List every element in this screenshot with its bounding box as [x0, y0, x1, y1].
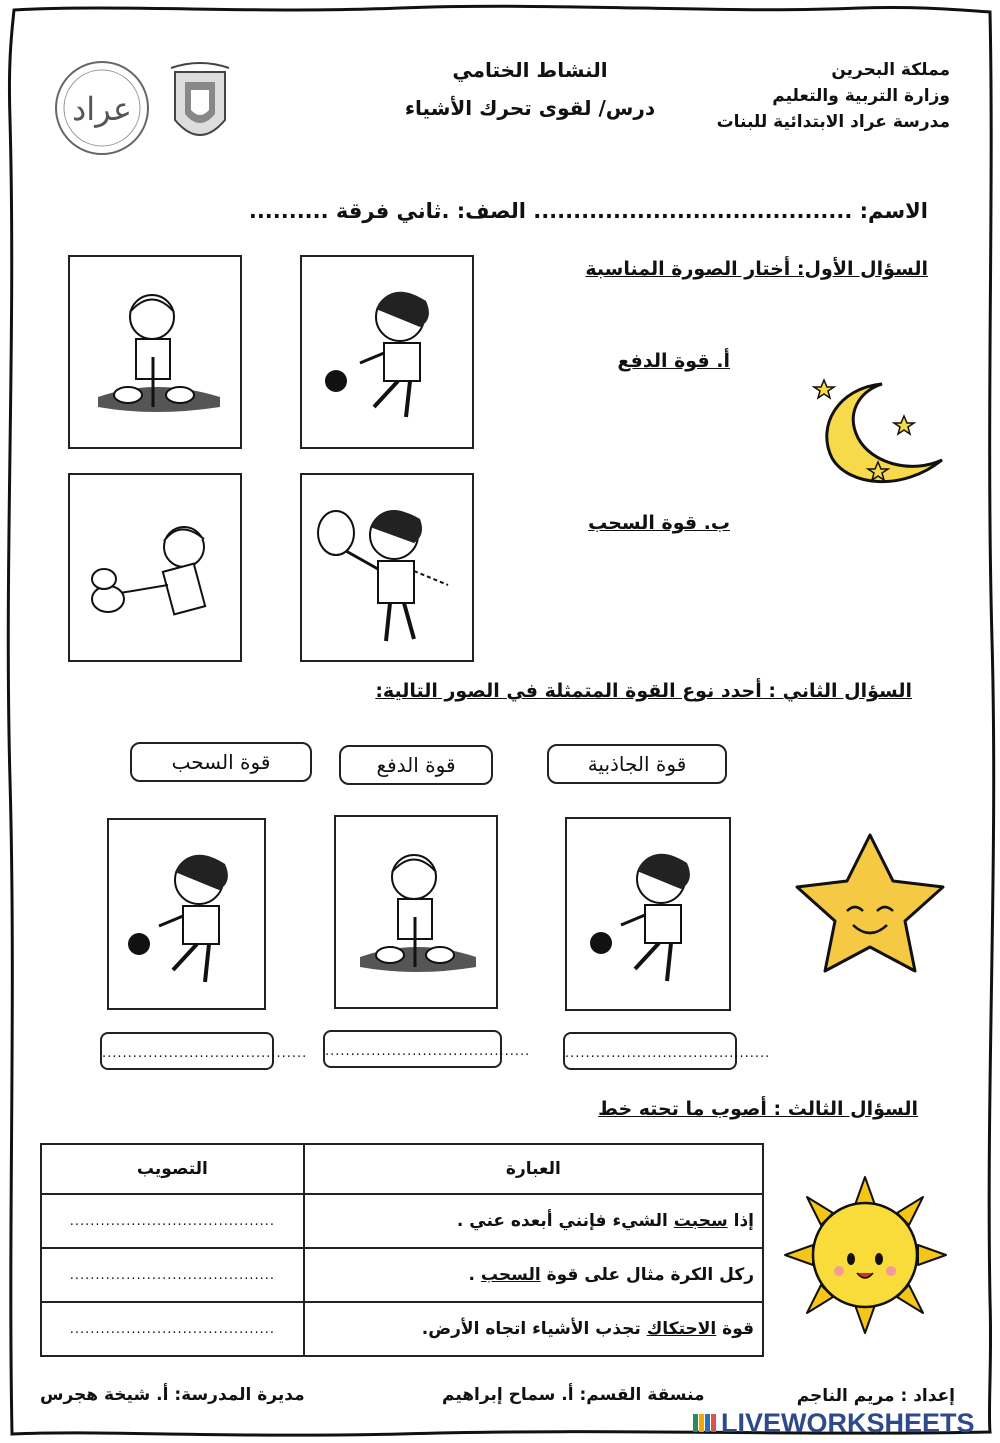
- correction-blank[interactable]: ........................................: [41, 1194, 304, 1248]
- correction-table: [40, 1143, 764, 1357]
- q2-title: السؤال الثاني : أحدد نوع القوة المتمثلة في الصور التالية:: [375, 680, 912, 702]
- logo-letters: عراد: [72, 90, 132, 128]
- q1-item-b: ب. قوة السحب: [588, 512, 730, 534]
- q1-title: السؤال الأول: أختار الصورة المناسبة: [585, 258, 928, 280]
- crescent-moon-icon: [812, 378, 962, 493]
- underlined-word: سحبت: [673, 1211, 728, 1231]
- page-title: النشاط الختامي: [452, 58, 608, 82]
- statement-cell: [304, 1248, 763, 1302]
- liveworksheets-watermark: [693, 1407, 993, 1439]
- footer-principal: مديرة المدرسة: أ. شيخة هجرس: [40, 1385, 305, 1405]
- smiling-sun-icon: [783, 1175, 948, 1335]
- underlined-word: السحب: [480, 1265, 541, 1285]
- school-logo: [52, 58, 152, 158]
- ministry-line: وزارة التربية والتعليم: [772, 86, 950, 106]
- name-class-line: الاسم: ........................................ الصف: .ثاني فرقة ..........: [248, 199, 928, 223]
- footer-prepared-by: إعداد : مريم الناجم: [796, 1386, 955, 1406]
- table-row: [41, 1302, 763, 1356]
- q3-title: السؤال الثالث : أصوب ما تحته خط: [598, 1098, 918, 1120]
- q2-answer-right[interactable]: ........................................: [563, 1032, 737, 1070]
- statement-text: .: [468, 1265, 481, 1285]
- table-header-row: [41, 1144, 763, 1194]
- statement-cell: [304, 1194, 763, 1248]
- choice-pull[interactable]: قوة السحب: [130, 742, 312, 782]
- q1-picture-kick-ball[interactable]: [300, 255, 474, 449]
- school-line: مدرسة عراد الابتدائية للبنات: [716, 112, 950, 132]
- table-row: [41, 1248, 763, 1302]
- correction-blank[interactable]: ........................................: [41, 1302, 304, 1356]
- q2-answer-middle[interactable]: ........................................: [323, 1030, 502, 1068]
- q1-item-a: أ. قوة الدفع: [617, 350, 730, 372]
- q2-picture-plant-pull[interactable]: [334, 815, 498, 1009]
- correction-blank[interactable]: ........................................: [41, 1248, 304, 1302]
- q2-answer-left[interactable]: ........................................: [100, 1032, 274, 1070]
- country-line: مملكة البحرين: [831, 60, 950, 80]
- statement-cell: [304, 1302, 763, 1356]
- footer-coordinator: منسقة القسم: أ. سماح إبراهيم: [442, 1385, 705, 1405]
- statement-text: إذا: [727, 1211, 754, 1231]
- watermark-icon: [693, 1412, 717, 1434]
- watermark-text: LIVEWORKSHEETS: [721, 1407, 975, 1438]
- col-statement-header: العبارة: [304, 1144, 763, 1194]
- q2-picture-kick-ball-left[interactable]: [107, 818, 266, 1010]
- statement-text: تجذب الأشياء اتجاه الأرض.: [421, 1319, 647, 1339]
- q2-picture-kick-ball-right[interactable]: [565, 817, 731, 1011]
- statement-text: الشيء فإنني أبعده عني .: [456, 1211, 674, 1231]
- underlined-word: الاحتكاك: [646, 1319, 717, 1339]
- q1-picture-dog-pull[interactable]: [68, 473, 242, 662]
- bahrain-emblem-icon: [165, 62, 235, 154]
- choice-push[interactable]: قوة الدفع: [339, 745, 493, 785]
- lesson-subtitle: درس/ لقوى تحرك الأشياء: [404, 96, 656, 120]
- table-row: [41, 1194, 763, 1248]
- choice-gravity[interactable]: قوة الجاذبية: [547, 744, 727, 784]
- col-correction-header: التصويب: [41, 1144, 304, 1194]
- statement-text: ركل الكرة مثال على قوة: [540, 1265, 754, 1285]
- smiling-star-icon: [775, 815, 965, 990]
- statement-text: قوة: [716, 1319, 754, 1339]
- q1-picture-tennis[interactable]: [300, 473, 474, 662]
- header-right-block: [670, 57, 950, 135]
- q1-picture-plant-pull[interactable]: [68, 255, 242, 449]
